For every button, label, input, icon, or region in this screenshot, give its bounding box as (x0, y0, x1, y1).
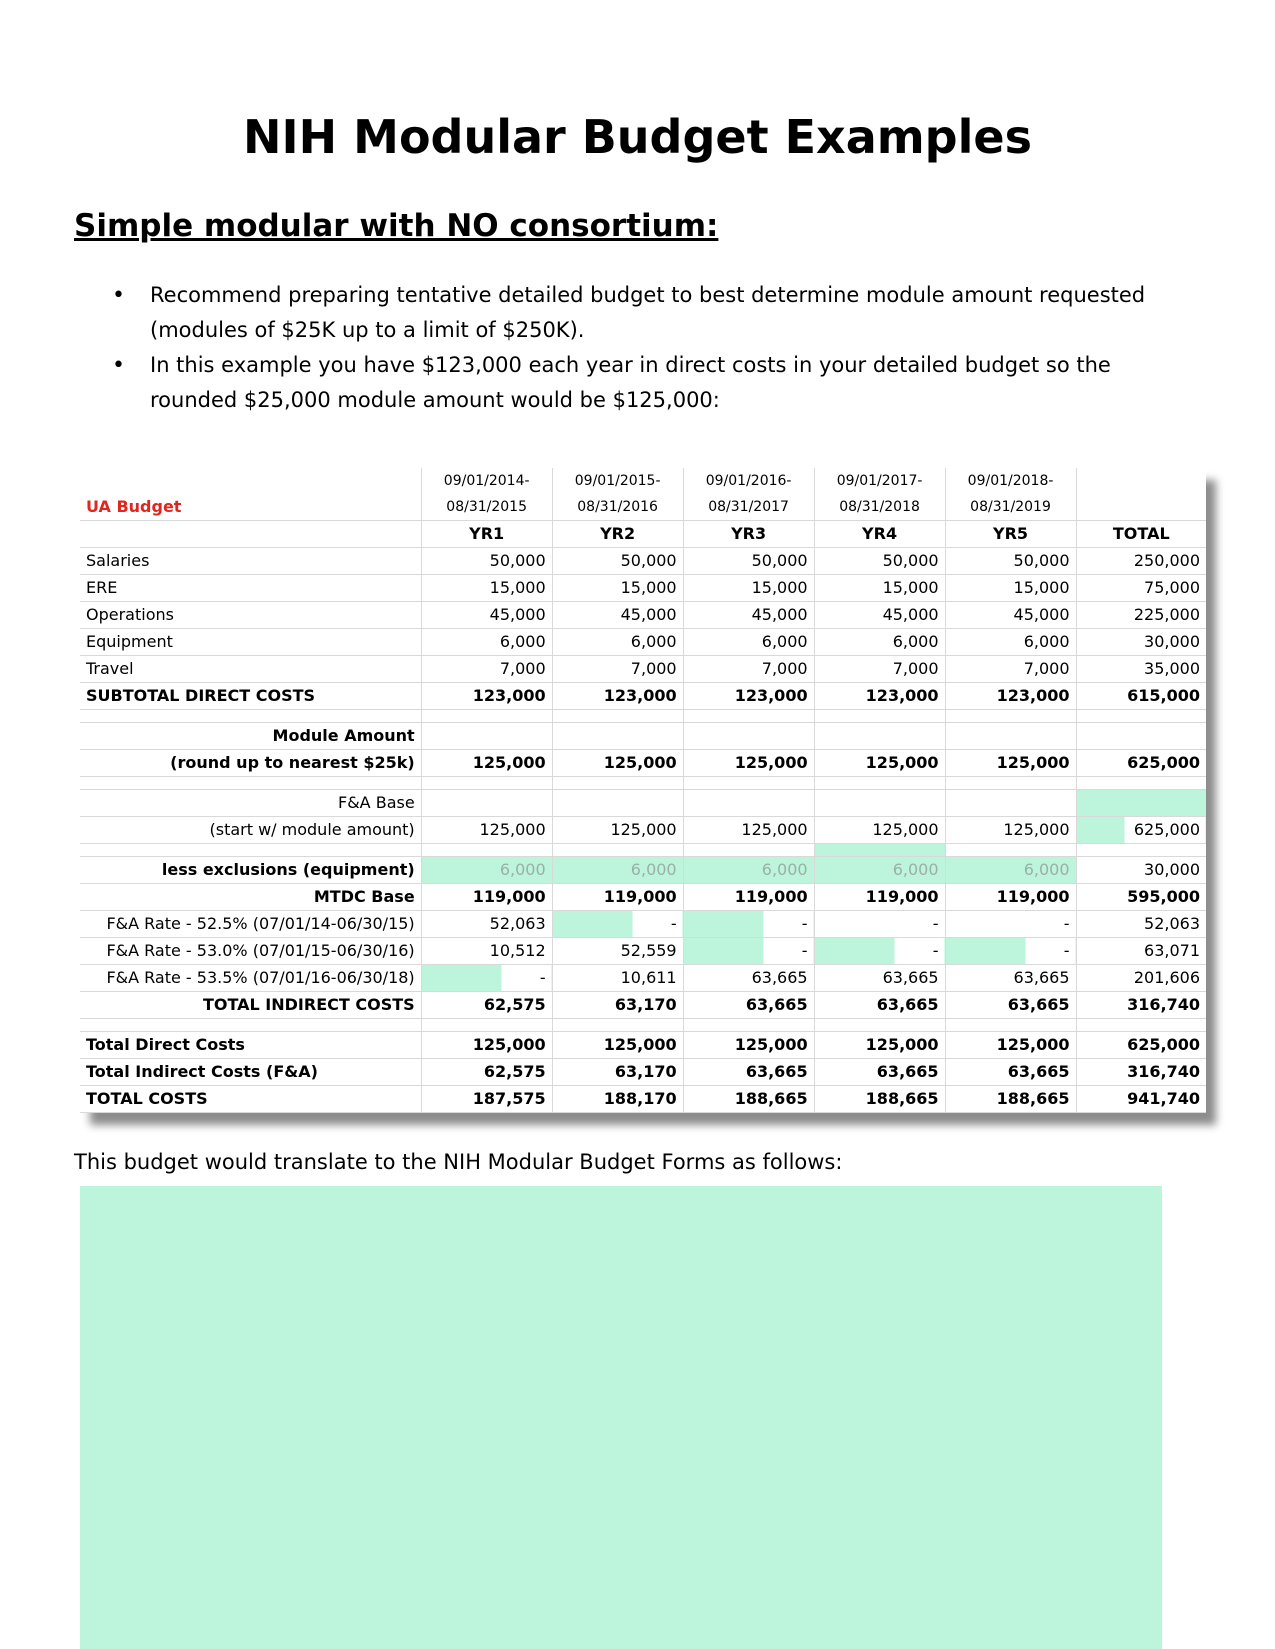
cell: 6,000 (683, 857, 814, 884)
cell: 63,665 (945, 965, 1076, 992)
table-row (80, 992, 1206, 1019)
cell: 52,063 (421, 911, 552, 938)
modular-budget-form-image (80, 1186, 1162, 1649)
row-label: F&A Base (80, 790, 421, 817)
cell: 6,000 (945, 629, 1076, 656)
period-header: 09/01/2015- 08/31/2016 (552, 468, 683, 521)
year-header: YR2 (552, 521, 683, 548)
cell: 45,000 (683, 602, 814, 629)
row-label: Equipment (80, 629, 421, 656)
table-label: UA Budget (80, 468, 421, 521)
row-label: Salaries (80, 548, 421, 575)
cell: - (683, 938, 814, 965)
cell: 125,000 (552, 817, 683, 844)
table-row (80, 1059, 1206, 1086)
cell: 941,740 (1076, 1086, 1206, 1113)
cell: 63,071 (1076, 938, 1206, 965)
cell: 10,512 (421, 938, 552, 965)
row-label: F&A Rate - 53.5% (07/01/16-06/30/18) (80, 965, 421, 992)
cell: 45,000 (814, 602, 945, 629)
cell: 595,000 (1076, 884, 1206, 911)
table-row (80, 683, 1206, 710)
table-row (80, 750, 1206, 777)
cell: 63,665 (945, 992, 1076, 1019)
cell: 30,000 (1076, 629, 1206, 656)
cell: 250,000 (1076, 548, 1206, 575)
year-header: YR4 (814, 521, 945, 548)
cell: 625,000 (1076, 750, 1206, 777)
cell: - (945, 911, 1076, 938)
row-label: (round up to nearest $25k) (80, 750, 421, 777)
cell: 15,000 (814, 575, 945, 602)
year-header: YR1 (421, 521, 552, 548)
row-label: Total Indirect Costs (F&A) (80, 1059, 421, 1086)
row-label: (start w/ module amount) (80, 817, 421, 844)
cell: - (552, 911, 683, 938)
cell: 125,000 (945, 817, 1076, 844)
cell: 225,000 (1076, 602, 1206, 629)
cell: 63,665 (814, 965, 945, 992)
table-row (80, 656, 1206, 683)
row-label: Travel (80, 656, 421, 683)
cell: 30,000 (1076, 857, 1206, 884)
bullet-item: • Recommend preparing tentative detailed budget to best determine module amount requested (modules of $25K up to a limit of $250K). (74, 278, 1184, 348)
budget-spreadsheet (80, 468, 1206, 1113)
year-header: TOTAL (1076, 521, 1206, 548)
cell: 75,000 (1076, 575, 1206, 602)
table-row (80, 857, 1206, 884)
cell: 123,000 (552, 683, 683, 710)
cell: 15,000 (421, 575, 552, 602)
cell: 15,000 (552, 575, 683, 602)
cell: 125,000 (421, 1032, 552, 1059)
table-row (80, 629, 1206, 656)
cell: 123,000 (683, 683, 814, 710)
cell: 125,000 (683, 1032, 814, 1059)
cell: 125,000 (814, 817, 945, 844)
cell: 7,000 (421, 656, 552, 683)
period-header (1076, 468, 1206, 521)
cell: 7,000 (945, 656, 1076, 683)
table-row (80, 938, 1206, 965)
cell: 35,000 (1076, 656, 1206, 683)
table-row (80, 911, 1206, 938)
row-label: Operations (80, 602, 421, 629)
cell: 6,000 (945, 857, 1076, 884)
cell: 188,665 (814, 1086, 945, 1113)
cell: 63,170 (552, 992, 683, 1019)
cell: 15,000 (683, 575, 814, 602)
cell: 63,665 (814, 1059, 945, 1086)
budget-table (80, 468, 1206, 1113)
cell: 125,000 (814, 750, 945, 777)
cell: 63,665 (945, 1059, 1076, 1086)
cell: - (814, 911, 945, 938)
table-row (80, 790, 1206, 817)
bullet-item: • In this example you have $123,000 each year in direct costs in your detailed budget so the rounded $25,000 module amount would be $125,000: (74, 348, 1184, 418)
cell: 125,000 (421, 750, 552, 777)
cell: 6,000 (683, 629, 814, 656)
cell: 6,000 (814, 629, 945, 656)
cell: 119,000 (814, 884, 945, 911)
cell: 187,575 (421, 1086, 552, 1113)
cell: 7,000 (814, 656, 945, 683)
bullet-list (74, 278, 1184, 418)
table-row (80, 575, 1206, 602)
cell: 50,000 (814, 548, 945, 575)
cell: 625,000 (1076, 817, 1206, 844)
table-row (80, 548, 1206, 575)
cell: 119,000 (421, 884, 552, 911)
cell: 125,000 (421, 817, 552, 844)
cell: 125,000 (552, 750, 683, 777)
cell: 123,000 (814, 683, 945, 710)
year-header: YR3 (683, 521, 814, 548)
cell: 125,000 (683, 817, 814, 844)
cell: 63,170 (552, 1059, 683, 1086)
cell: 50,000 (552, 548, 683, 575)
cell: 45,000 (421, 602, 552, 629)
period-header: 09/01/2018- 08/31/2019 (945, 468, 1076, 521)
cell: 63,665 (683, 992, 814, 1019)
row-label: less exclusions (equipment) (80, 857, 421, 884)
cell: 125,000 (683, 750, 814, 777)
row-label: Total Direct Costs (80, 1032, 421, 1059)
cell: 63,665 (683, 965, 814, 992)
cell: 119,000 (945, 884, 1076, 911)
cell: 125,000 (945, 750, 1076, 777)
cell: 119,000 (683, 884, 814, 911)
section-heading: Simple modular with NO consortium: (74, 208, 719, 244)
cell: 63,665 (814, 992, 945, 1019)
document-title: NIH Modular Budget Examples (243, 110, 1032, 164)
table-row (80, 1086, 1206, 1113)
row-label: TOTAL COSTS (80, 1086, 421, 1113)
cell: 7,000 (683, 656, 814, 683)
cell: 316,740 (1076, 1059, 1206, 1086)
table-row (80, 817, 1206, 844)
table-row (80, 1032, 1206, 1059)
cell: 62,575 (421, 1059, 552, 1086)
row-label: Module Amount (80, 723, 421, 750)
cell: 125,000 (552, 1032, 683, 1059)
cell: 188,665 (683, 1086, 814, 1113)
row-label: SUBTOTAL DIRECT COSTS (80, 683, 421, 710)
cell: 6,000 (421, 857, 552, 884)
row-label: TOTAL INDIRECT COSTS (80, 992, 421, 1019)
cell: 188,170 (552, 1086, 683, 1113)
cell: 50,000 (683, 548, 814, 575)
year-header: YR5 (945, 521, 1076, 548)
period-header: 09/01/2017- 08/31/2018 (814, 468, 945, 521)
cell: 6,000 (421, 629, 552, 656)
cell: - (683, 911, 814, 938)
cell: 188,665 (945, 1086, 1076, 1113)
cell: 123,000 (421, 683, 552, 710)
cell: 50,000 (945, 548, 1076, 575)
cell: 52,063 (1076, 911, 1206, 938)
cell: 316,740 (1076, 992, 1206, 1019)
table-row (80, 602, 1206, 629)
cell: 15,000 (945, 575, 1076, 602)
cell: - (945, 938, 1076, 965)
translate-caption: This budget would translate to the NIH Modular Budget Forms as follows: (74, 1150, 843, 1174)
cell: 625,000 (1076, 1032, 1206, 1059)
row-label: ERE (80, 575, 421, 602)
cell: 6,000 (814, 857, 945, 884)
cell: 10,611 (552, 965, 683, 992)
cell: 119,000 (552, 884, 683, 911)
cell: 6,000 (552, 629, 683, 656)
cell: 6,000 (552, 857, 683, 884)
cell: 201,606 (1076, 965, 1206, 992)
table-row (80, 965, 1206, 992)
period-header: 09/01/2016- 08/31/2017 (683, 468, 814, 521)
cell: 615,000 (1076, 683, 1206, 710)
cell: 45,000 (945, 602, 1076, 629)
cell: 52,559 (552, 938, 683, 965)
cell: 50,000 (421, 548, 552, 575)
cell: 7,000 (552, 656, 683, 683)
cell: 125,000 (945, 1032, 1076, 1059)
cell: 125,000 (814, 1032, 945, 1059)
row-label: MTDC Base (80, 884, 421, 911)
period-header: 09/01/2014- 08/31/2015 (421, 468, 552, 521)
cell: - (814, 938, 945, 965)
row-label: F&A Rate - 52.5% (07/01/14-06/30/15) (80, 911, 421, 938)
table-row (80, 884, 1206, 911)
cell: - (421, 965, 552, 992)
cell: 62,575 (421, 992, 552, 1019)
cell: 45,000 (552, 602, 683, 629)
table-row (80, 723, 1206, 750)
row-label: F&A Rate - 53.0% (07/01/15-06/30/16) (80, 938, 421, 965)
cell: 123,000 (945, 683, 1076, 710)
cell: 63,665 (683, 1059, 814, 1086)
